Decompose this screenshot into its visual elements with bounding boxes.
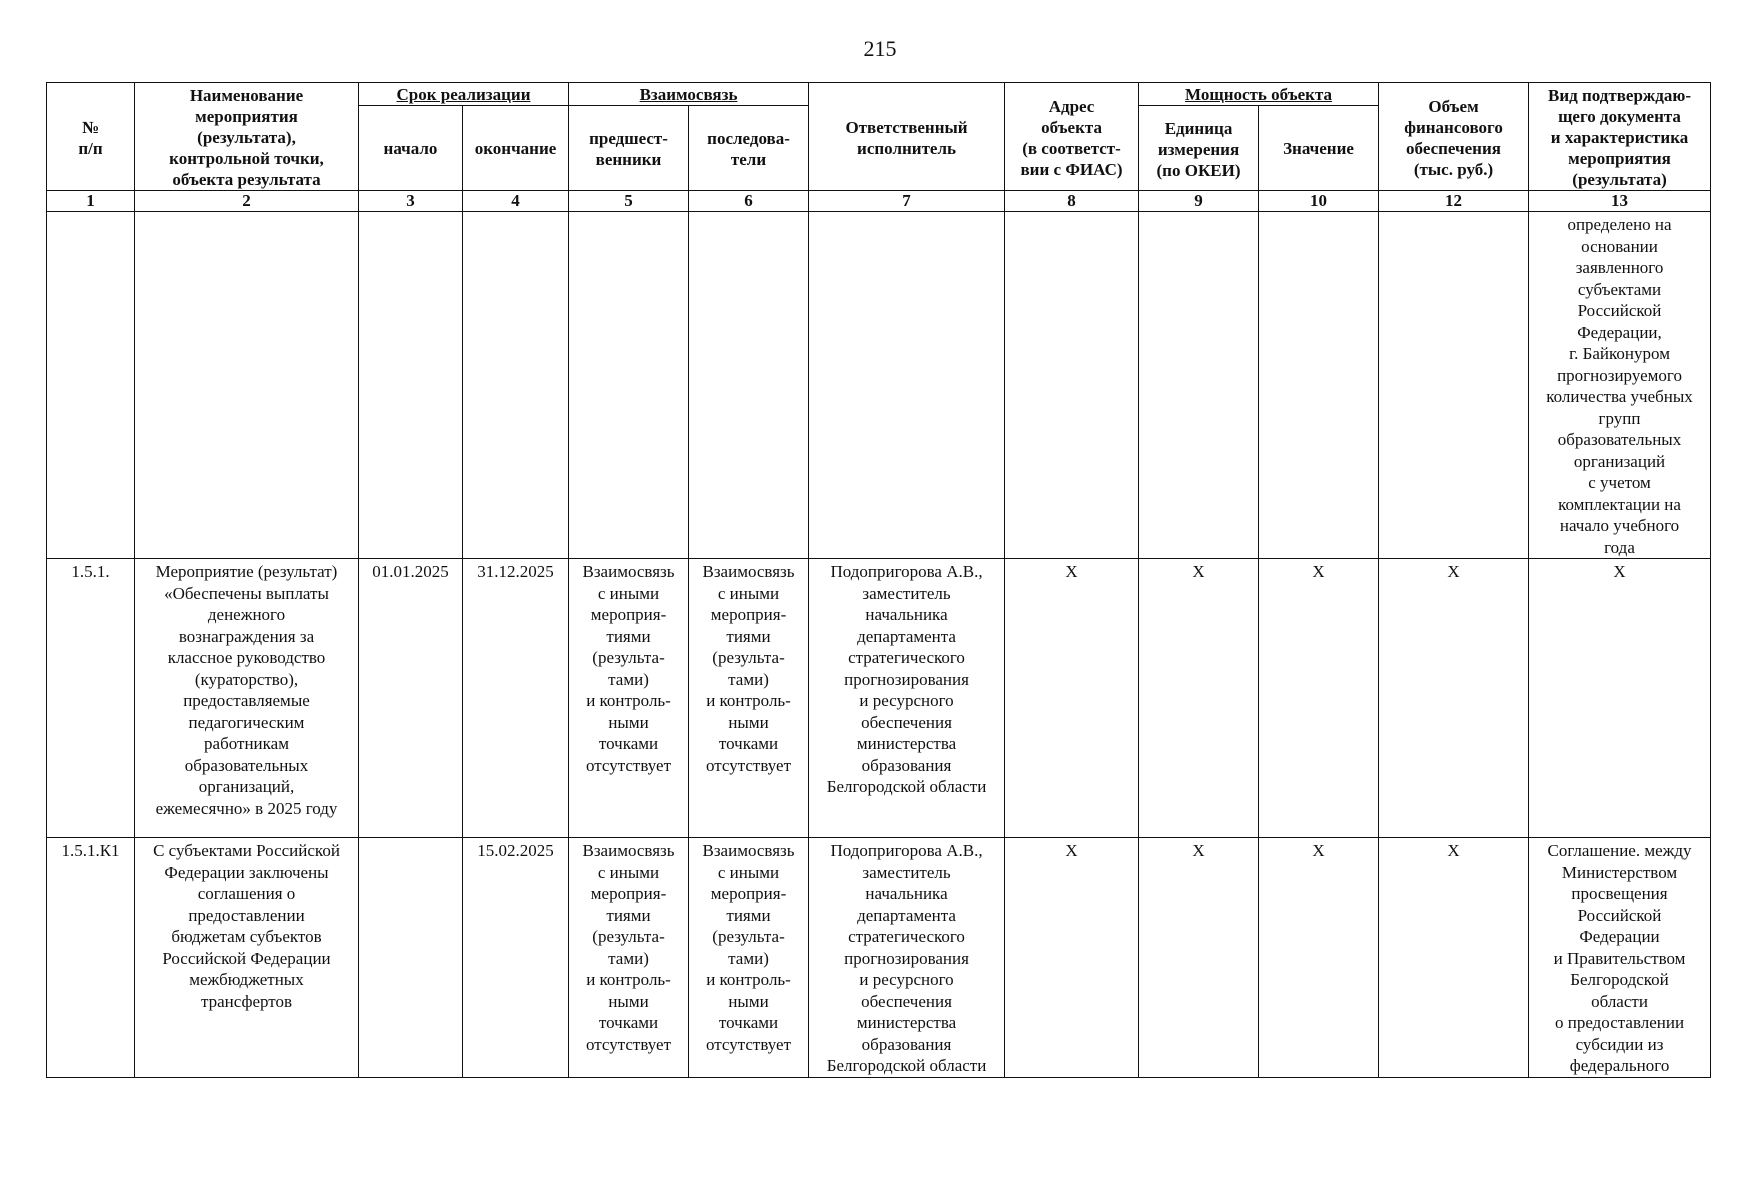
cell-address-text: X	[1065, 841, 1078, 860]
cell-num	[47, 559, 135, 838]
header-row-top	[47, 83, 1711, 106]
cell-address-text: X	[1065, 562, 1078, 581]
cell-predecessors-text	[573, 212, 684, 214]
cell-predecessors	[569, 559, 689, 838]
column-numbers-row	[47, 191, 1711, 212]
cell-name-text: С субъектами Российской Федерации заключены соглашения о предоставлении бюджетам субъектов Российской Федерации межбюджетных трансфертов	[153, 841, 340, 1011]
col-header-value	[1259, 106, 1379, 191]
table-header	[47, 83, 1711, 212]
cell-end	[463, 559, 569, 838]
col-header-capacity-label: Мощность объекта	[1185, 84, 1333, 104]
cell-doc-text: Соглашение. между Министерством просвещения Российской Федерации и Правительством Белгородской области о предоставлении субсидии из федерального	[1547, 841, 1692, 1075]
cell-num-text: 1.5.1.К1	[61, 841, 120, 860]
cell-num	[47, 212, 135, 559]
cell-name	[135, 212, 359, 559]
cell-value-text: X	[1312, 841, 1325, 860]
cell-address	[1005, 212, 1139, 559]
column-number: 9	[1139, 191, 1259, 212]
col-header-funding	[1379, 83, 1529, 191]
cell-end-text	[467, 212, 564, 214]
cell-predecessors	[569, 212, 689, 559]
column-number: 6	[689, 191, 809, 212]
cell-unit-text	[1143, 212, 1254, 214]
col-header-name	[135, 83, 359, 191]
cell-doc	[1529, 559, 1711, 838]
column-number: 7	[809, 191, 1005, 212]
cell-doc-text: определено на основании заявленного субъектами Российской Федерации, г. Байконуром прогнозируемого количества учебных групп образовательных организаций с учетом комплектации на начало учебного года	[1546, 215, 1693, 557]
column-number: 3	[359, 191, 463, 212]
cell-predecessors	[569, 838, 689, 1078]
table-row	[47, 838, 1711, 1078]
col-header-successors-label: последова- тели	[707, 129, 790, 170]
cell-address	[1005, 559, 1139, 838]
cell-num-text: 1.5.1.	[71, 562, 110, 581]
cell-name-text: Мероприятие (результат) «Обеспечены выплаты денежного вознаграждения за классное руководство (кураторство), предоставляемые педагогическим работникам образовательных организаций, ежемесячно» в 2025 году	[155, 562, 338, 818]
cell-name	[135, 559, 359, 838]
col-header-unit-label: Единица измерения (по ОКЕИ)	[1156, 118, 1241, 180]
cell-address-text	[1009, 212, 1134, 214]
column-number: 8	[1005, 191, 1139, 212]
col-header-predecessors	[569, 106, 689, 191]
col-header-term-label: Срок реализации	[396, 84, 531, 104]
column-number: 1	[47, 191, 135, 212]
column-number: 10	[1259, 191, 1379, 212]
cell-num-text	[51, 212, 130, 214]
cell-successors	[689, 559, 809, 838]
page-number: 215	[863, 36, 897, 61]
col-header-start	[359, 106, 463, 191]
cell-value-text: X	[1312, 562, 1325, 581]
cell-successors-text: Взаимосвязь с иными мероприя- тиями (результа- тами) и контроль- ными точками отсутствует	[702, 562, 795, 775]
cell-successors	[689, 212, 809, 559]
col-header-num-label: № п/п	[78, 117, 103, 158]
cell-value-text	[1263, 212, 1374, 214]
col-header-funding-label: Объем финансового обеспечения (тыс. руб.)	[1404, 96, 1503, 179]
col-header-predecessors-label: предшест- венники	[589, 129, 668, 170]
col-header-value-label: Значение	[1283, 138, 1354, 158]
cell-value	[1259, 559, 1379, 838]
col-header-responsible-label: Ответственный исполнитель	[845, 117, 968, 158]
cell-start	[359, 559, 463, 838]
col-header-name-label: Наименование мероприятия (результата), контрольной точки, объекта результата	[169, 86, 324, 189]
cell-funding	[1379, 559, 1529, 838]
cell-address	[1005, 838, 1139, 1078]
cell-unit-text: X	[1192, 562, 1205, 581]
cell-end	[463, 838, 569, 1078]
column-number: 12	[1379, 191, 1529, 212]
col-header-address-label: Адрес объекта (в соответст- вии с ФИАС)	[1020, 96, 1123, 179]
cell-end	[463, 212, 569, 559]
table-row	[47, 559, 1711, 838]
col-header-term	[359, 83, 569, 106]
cell-start-text: 01.01.2025	[372, 562, 449, 581]
col-header-relation-label: Взаимосвязь	[639, 84, 738, 104]
cell-unit	[1139, 212, 1259, 559]
cell-start-text	[363, 838, 458, 840]
events-table	[46, 82, 1711, 1078]
cell-doc-text: X	[1613, 562, 1626, 581]
cell-unit	[1139, 838, 1259, 1078]
cell-funding	[1379, 212, 1529, 559]
table-row	[47, 212, 1711, 559]
cell-num	[47, 838, 135, 1078]
cell-value	[1259, 212, 1379, 559]
col-header-unit	[1139, 106, 1259, 191]
cell-unit-text: X	[1192, 841, 1205, 860]
cell-funding-text	[1383, 212, 1524, 214]
cell-name	[135, 838, 359, 1078]
cell-start-text	[363, 212, 458, 214]
cell-unit	[1139, 559, 1259, 838]
cell-start	[359, 838, 463, 1078]
cell-responsible-text	[813, 212, 1000, 214]
cell-predecessors-text: Взаимосвязь с иными мероприя- тиями (результа- тами) и контроль- ными точками отсутствует	[582, 562, 675, 775]
cell-responsible	[809, 212, 1005, 559]
cell-responsible	[809, 838, 1005, 1078]
cell-end-text: 31.12.2025	[477, 562, 554, 581]
cell-predecessors-text: Взаимосвязь с иными мероприя- тиями (результа- тами) и контроль- ными точками отсутствует	[582, 841, 675, 1054]
cell-doc	[1529, 212, 1711, 559]
cell-value	[1259, 838, 1379, 1078]
col-header-address	[1005, 83, 1139, 191]
cell-responsible-text: Подопригорова А.В., заместитель начальника департамента стратегического прогнозирования и ресурсного обеспечения министерства образования Белгородской области	[826, 841, 987, 1075]
cell-start	[359, 212, 463, 559]
col-header-num	[47, 83, 135, 191]
col-header-doc-type-label: Вид подтверждаю- щего документа и характеристика мероприятия (результата)	[1548, 86, 1692, 189]
cell-successors-text	[693, 212, 804, 214]
cell-successors-text: Взаимосвязь с иными мероприя- тиями (результа- тами) и контроль- ными точками отсутствует	[702, 841, 795, 1054]
cell-name-text	[139, 212, 354, 214]
col-header-successors	[689, 106, 809, 191]
cell-end-text: 15.02.2025	[477, 841, 554, 860]
cell-successors	[689, 838, 809, 1078]
column-number: 13	[1529, 191, 1711, 212]
column-number: 2	[135, 191, 359, 212]
cell-funding	[1379, 838, 1529, 1078]
cell-responsible-text: Подопригорова А.В., заместитель начальника департамента стратегического прогнозирования и ресурсного обеспечения министерства образования Белгородской области	[826, 562, 987, 796]
cell-funding-text: X	[1447, 562, 1460, 581]
cell-responsible	[809, 559, 1005, 838]
col-header-start-label: начало	[383, 138, 438, 158]
col-header-end	[463, 106, 569, 191]
column-number: 4	[463, 191, 569, 212]
cell-doc	[1529, 838, 1711, 1078]
col-header-responsible	[809, 83, 1005, 191]
col-header-end-label: окончание	[474, 138, 557, 158]
cell-funding-text: X	[1447, 841, 1460, 860]
col-header-relation	[569, 83, 809, 106]
column-number: 5	[569, 191, 689, 212]
col-header-doc-type	[1529, 83, 1711, 191]
col-header-capacity	[1139, 83, 1379, 106]
